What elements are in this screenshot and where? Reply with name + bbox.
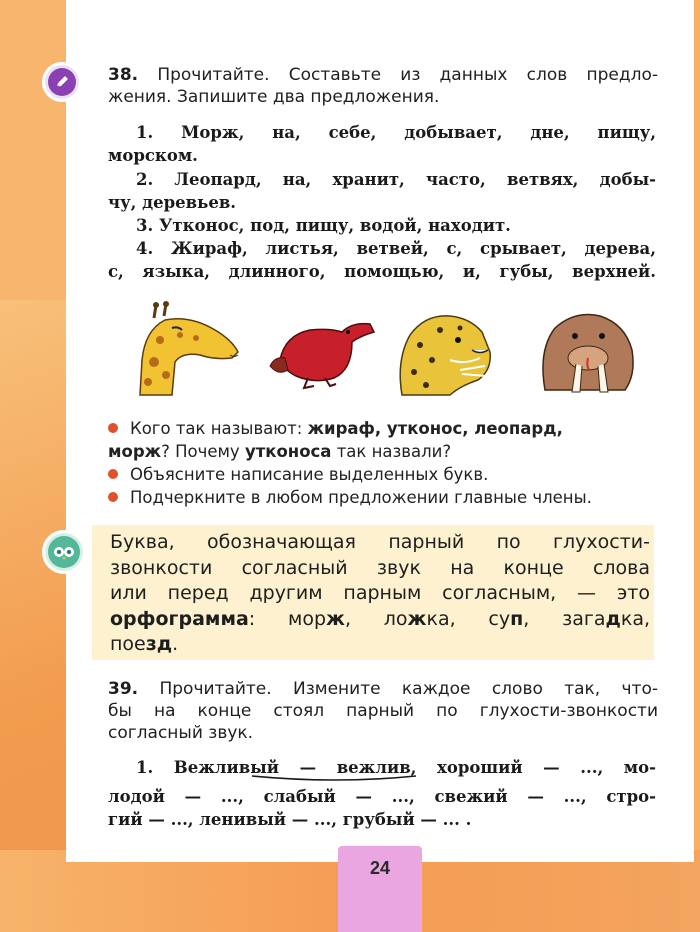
task-39-instruction [108, 678, 658, 744]
question-bold-words: жираф, утконос, леопард, [307, 419, 563, 438]
rule-text [110, 530, 650, 658]
page-number: 24 [369, 858, 391, 878]
owl-rule-icon [42, 530, 86, 574]
question-text: Кого так называют: [130, 419, 308, 438]
sentence-2-line-1: 2. Леопард, на, хранит, часто, ветвях, добы- [136, 170, 656, 189]
rule-line: орфограмма: морж, ложка, суп, загадка, [110, 607, 651, 630]
rule-line: поезд. [110, 633, 179, 655]
giraffe-illustration [140, 301, 238, 395]
question-text: так назвали? [331, 442, 452, 461]
question-bold-word: морж [108, 442, 162, 461]
exercise-39-line-3: гий — ..., ленивый — ..., грубый — ... . [108, 810, 472, 829]
sentence-2-line-2: чу, деревьев. [108, 193, 237, 212]
sentence-4-line-2: с, языка, длинного, помощью, и, губы, верхней. [108, 262, 656, 281]
leopard-illustration [400, 316, 490, 395]
task-38-instruction [108, 64, 658, 108]
walrus-illustration [543, 315, 633, 393]
sentence-1-line-2: морском. [108, 146, 198, 165]
instruction-text: согласный звук. [108, 723, 254, 743]
task-number: 39. [108, 679, 139, 699]
exercise-39-line-2: лодой — ..., слабый — ..., свежий — ..., стро- [108, 787, 656, 806]
sentence-3: 3. Утконос, под, пищу, водой, находит. [136, 216, 511, 235]
question-text: ? Почему [161, 442, 245, 461]
task-number: 38. [108, 65, 139, 85]
rule-term: орфограмма [110, 607, 249, 630]
instruction-text: жения. Запишите два предложения. [108, 87, 440, 107]
question-text: Подчеркните в любом предложении главные члены. [130, 488, 592, 507]
bullet-icon [108, 492, 118, 502]
question-3 [108, 487, 660, 509]
rule-line: или перед другим парным согласным, — это [110, 582, 650, 604]
sentence-4-line-1: 4. Жираф, листья, ветвей, с, срывает, дерева, [136, 239, 656, 258]
question-2 [108, 464, 660, 486]
pen-writing-icon [42, 62, 82, 102]
sentence-1-line-1: 1. Морж, на, себе, добывает, дне, пищу, [136, 123, 656, 142]
question-text: Объясните написание выделенных букв. [130, 465, 489, 484]
question-1 [108, 418, 660, 440]
animal-illustrations [120, 300, 660, 400]
question-bold-word: утконоса [244, 442, 332, 461]
platypus-illustration [270, 324, 374, 388]
bullet-icon [108, 423, 118, 433]
rule-line: Буква, обозначающая парный по глухости- [110, 531, 650, 553]
question-1-continued [108, 441, 660, 463]
instruction-text: Прочитайте. Измените каждое слово так, что- [159, 679, 658, 699]
instruction-text: бы на конце стоял парный по глухости-звонкости [108, 701, 658, 721]
bullet-icon [108, 469, 118, 479]
rule-line: звонкости согласный звук на конце слова [110, 556, 650, 579]
example-arc [250, 774, 420, 784]
exercise-39-line-1: 1. Вежливый — вежлив, хороший — ..., мо- [136, 758, 656, 777]
instruction-text: Прочитайте. Составьте из данных слов предло- [157, 65, 658, 85]
